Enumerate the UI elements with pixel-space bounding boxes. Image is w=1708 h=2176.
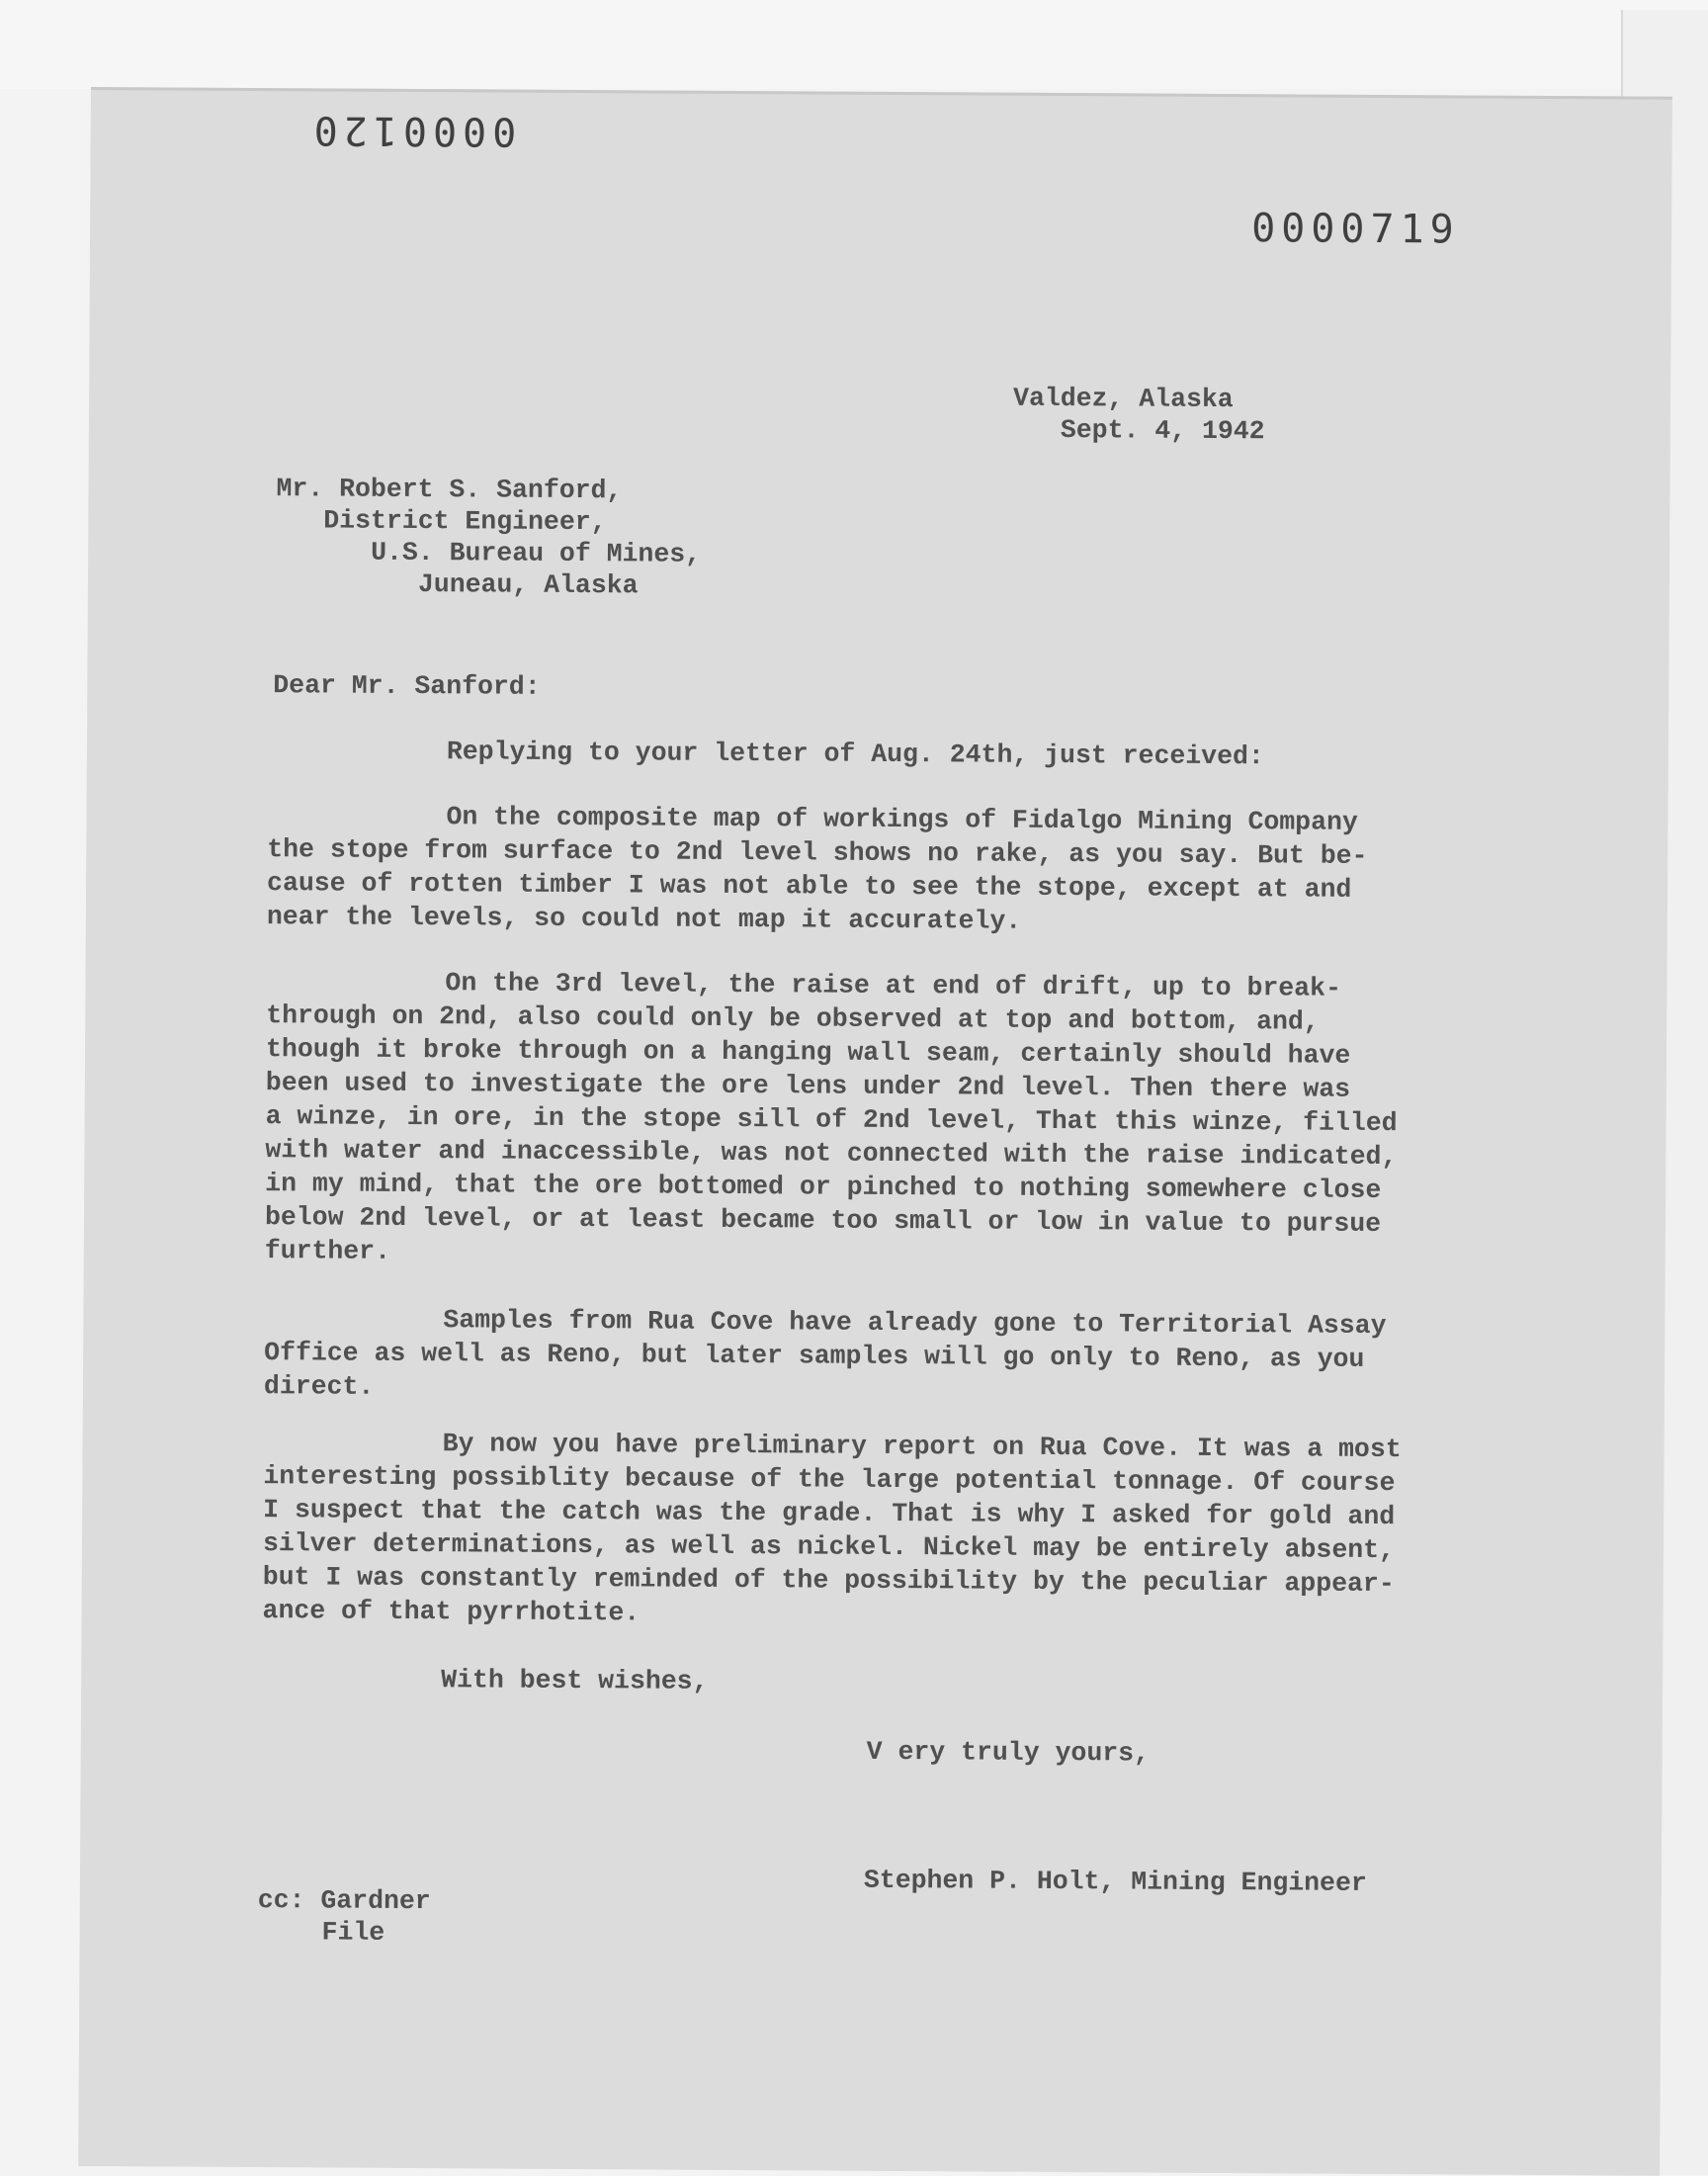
paragraph-third-level [265, 965, 1399, 1274]
paragraph-line: a winze, in ore, in the stope sill of 2nd level, That this winze, filled [265, 1101, 1398, 1139]
paragraph-line: cause of rotten timber I was not able to see the stope, except at and [266, 868, 1352, 905]
paragraph-line: interesting possiblity because of the large potential tonnage. Of course [263, 1461, 1396, 1499]
cc-recipient: cc: Gardner [257, 1885, 431, 1917]
paragraph-line: Samples from Rua Cove have already gone to Territorial Assay [443, 1305, 1387, 1342]
paragraph-line: the stope from surface to 2nd level shows no rake, as you say. But be- [267, 834, 1368, 871]
signature-line: Stephen P. Holt, Mining Engineer [863, 1865, 1367, 1898]
letter-page [78, 87, 1672, 2176]
closing-wishes: With best wishes, [441, 1665, 709, 1697]
addressee-city: Juneau, Alaska [417, 569, 639, 601]
paragraph-line: but I was constantly reminded of the possibility by the peculiar appear- [262, 1562, 1395, 1600]
paragraph-samples [264, 1302, 1387, 1410]
paragraph-line: ance of that pyrrhotite. [262, 1596, 640, 1628]
paragraph-line: On the 3rd level, the raise at end of drift, up to break- [445, 968, 1341, 1003]
paragraph-line: below 2nd level, or at least became too small or low in value to pursue [264, 1202, 1382, 1239]
paragraph-line: On the composite map of workings of Fidalgo Mining Company [446, 802, 1358, 837]
addressee-organization: U.S. Bureau of Mines, [371, 537, 702, 569]
paragraph-composite-map [267, 799, 1368, 940]
paragraph-line: Replying to your letter of Aug. 24th, just received: [446, 737, 1264, 772]
complimentary-close: V ery truly yours, [866, 1736, 1151, 1769]
paragraph-line: though it broke through on a hanging wall seam, certainly should have [265, 1034, 1351, 1071]
paragraph-preliminary-report [262, 1426, 1401, 1634]
paragraph-line: silver determinations, as well as nickel. Nickel may be entirely absent, [262, 1528, 1396, 1566]
cc-file: File [321, 1917, 385, 1948]
paragraph-line: near the levels, so could not map it accurately. [266, 902, 1022, 936]
paragraph-line: I suspect that the catch was the grade. That is why I asked for gold and [263, 1495, 1396, 1532]
salutation: Dear Mr. Sanford: [273, 670, 541, 702]
paragraph-line: in my mind, that the ore bottomed or pinched to nothing somewhere close [265, 1169, 1382, 1205]
scanner-background [0, 0, 1708, 89]
paragraph-line: By now you have preliminary report on Rua Cove. It was a most [442, 1429, 1402, 1465]
archive-stamp-right: 0000719 [1251, 206, 1460, 253]
paragraph-reply [268, 734, 1264, 773]
paragraph-line: been used to investigate the ore lens under 2nd level. Then there was [265, 1068, 1351, 1104]
paragraph-line: through on 2nd, also could only be observed at top and bottom, and, [266, 1001, 1320, 1037]
paragraph-line: Office as well as Reno, but later samples will go only to Reno, as you [264, 1338, 1365, 1374]
archive-stamp-top: 0000120 [307, 107, 517, 154]
paragraph-line: with water and inaccessible, was not connected with the raise indicated, [265, 1135, 1398, 1173]
addressee-title: District Engineer, [323, 505, 607, 538]
paragraph-line: direct. [263, 1371, 375, 1402]
dateline-place: Valdez, Alaska [1013, 383, 1234, 415]
dateline-date: Sept. 4, 1942 [1060, 414, 1265, 447]
addressee-name: Mr. Robert S. Sanford, [276, 474, 623, 506]
paragraph-line: further. [264, 1236, 391, 1266]
